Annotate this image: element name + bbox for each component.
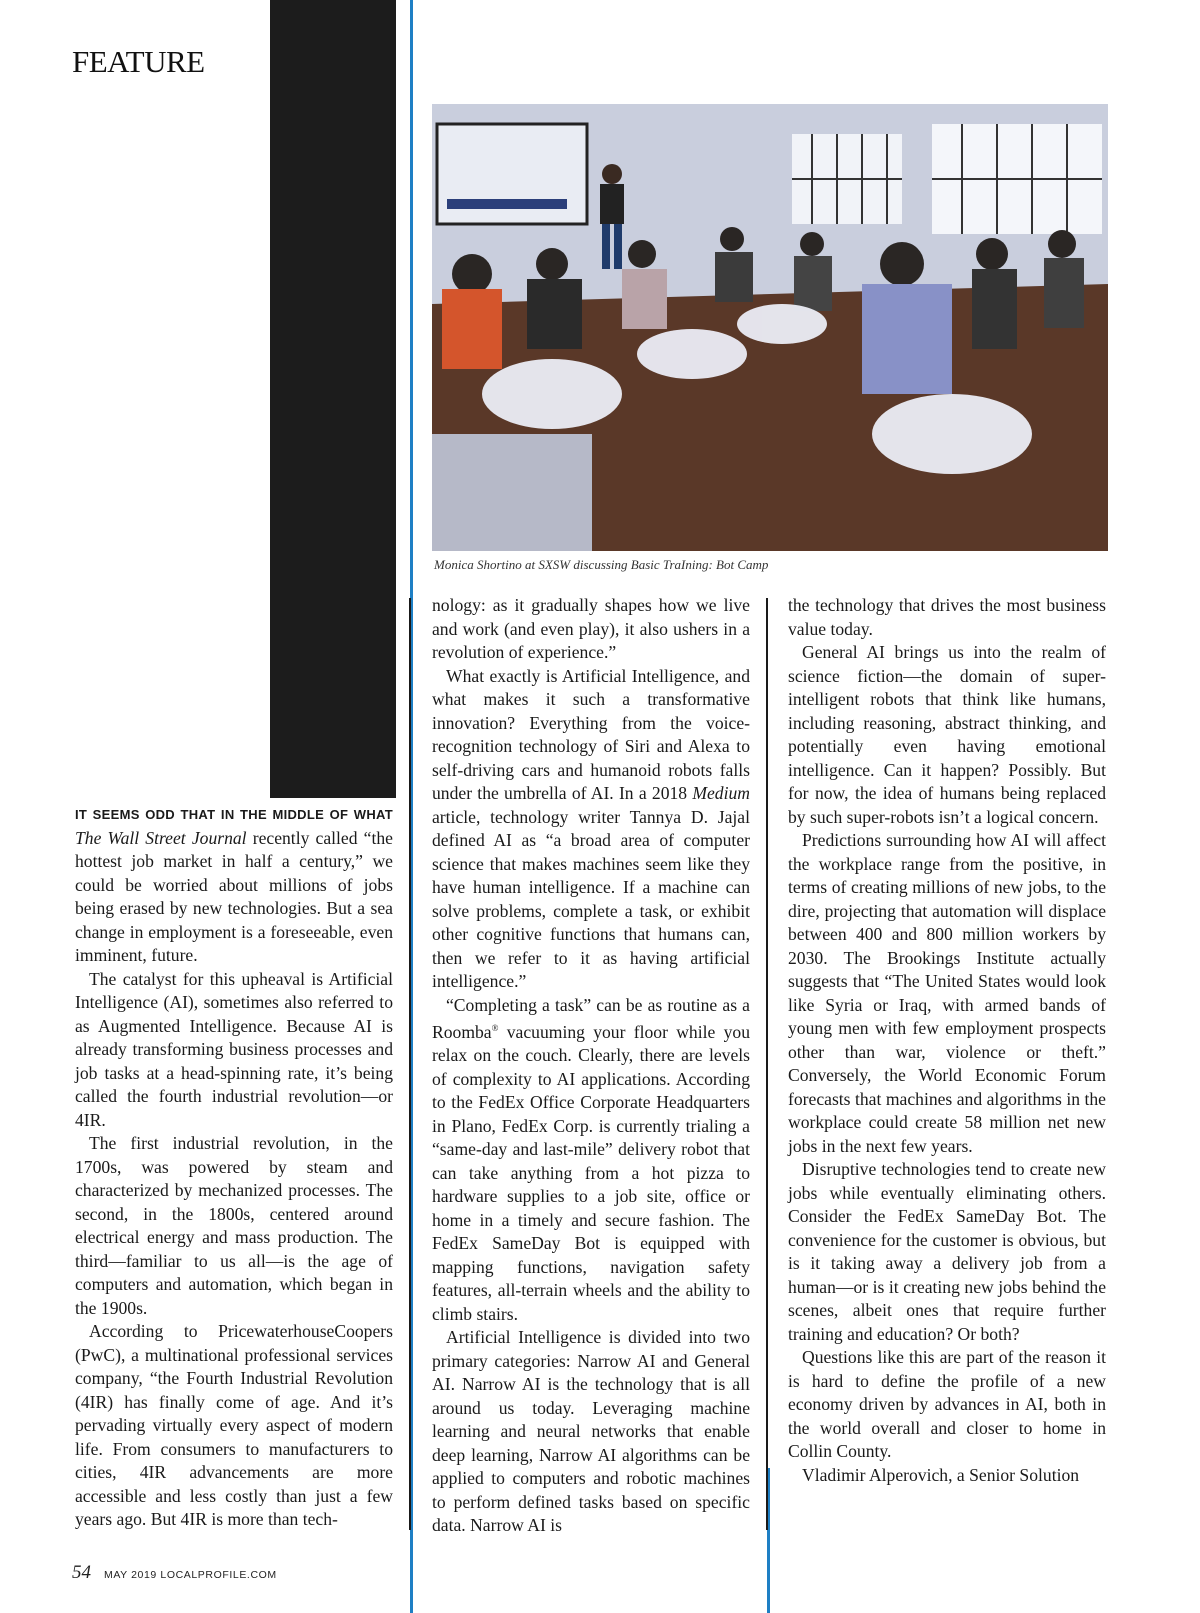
article-paragraph [432,665,750,994]
section-label: FEATURE [72,44,205,79]
article-paragraph [75,802,393,968]
article-column-3 [788,594,1106,1487]
publication-title: The Wall Street Journal [75,827,247,848]
article-paragraph: Artificial Intelligence is divided into two primary categories: Narrow AI and General AI. Narrow AI is the technology that is all around us today. Leveraging machine learning and neural networks that enable deep learning, Narrow AI algorithms can be applied to computers and robotic machines to perform defined tasks based on specific data. Narrow AI is [432,1327,750,1536]
registered-mark: ® [491,1023,499,1033]
article-paragraph: Vladimir Alperovich, a Senior Solution [802,1464,1080,1485]
footer-meta: MAY 2019 LOCALPROFILE.COM [104,1569,277,1581]
article-paragraph: According to PricewaterhouseCoopers (PwC), a multinational professional services company, “the Fourth Industrial Revolution (4IR) has finally come of age. And it’s pervading virtually every aspect of modern life. From consumers to manufacturers to cities, 4IR advancements are more accessible and less costly than just a few years ago. But 4IR is more than tech- [75,1321,393,1529]
article-column-1 [75,802,393,1532]
page-number: 54 [72,1562,91,1583]
article-paragraph: Disruptive technologies tend to create new jobs while eventually eliminating others. Consider the FedEx SameDay Bot. The convenience for the customer is obvious, but is it taking away a delivery job from a human—or is it creating new jobs behind the scenes, albeit ones that require further training and education? Or both? [788,1159,1106,1344]
article-paragraph [432,994,750,1327]
paragraph-text: article, technology writer Tannya D. Jajal defined AI as “a broad area of computer science that makes machines seem like they have human intelligence. If a machine can solve problems, complete a task, or exhibit other cognitive functions that humans can, then we refer to it as having artificial intelligence.” [432,806,750,991]
article-paragraph: The catalyst for this upheaval is Artificial Intelligence (AI), sometimes also referred to as Augmented Intelligence. Because AI is already transforming business processes and job tasks at a head-spinning rate, it’s being called the fourth industrial revolution—or 4IR. [75,968,393,1130]
paragraph-text: What exactly is Artificial Intelligence, and what makes it such a transformative innovation? Everything from the voice-recognition technology of Siri and Alexa to self-driving cars and humanoid robots falls under the umbrella of AI. In a 2018 [432,665,750,803]
article-paragraph: Questions like this are part of the reason it is hard to define the profile of a new economy driven by advances in AI, both in the world overall and closer to home in Collin County. [788,1347,1106,1461]
article-paragraph: General AI brings us into the realm of science fiction—the domain of super-intelligent robots that think like humans, including reasoning, abstract thinking, and potentially even having emotional intelligence. Can it happen? Possibly. But for now, the idea of humans being replaced by such super-robots isn’t a logical concern. [788,642,1106,827]
column-rule-1 [409,598,411,1530]
decorative-black-bar [270,0,396,798]
paragraph-text: “Completing a task” can be as routine as a Roomba [432,994,750,1042]
photo-caption: Monica Shortino at SXSW discussing Basic TraIning: Bot Camp [434,557,769,572]
paragraph-text: recently called “the hottest job market in half a century,” we could be worried about millions of jobs being erased by new technologies. But a sea change in employment is a foreseeable, even imminent, future. [75,827,393,965]
publication-title: Medium [692,783,750,803]
article-column-2 [432,594,750,1538]
article-paragraph: The first industrial revolution, in the 1700s, was powered by steam and characterized by mechanized processes. The second, in the 1800s, centered around electrical energy and mass production. The third—familiar to us all—is the age of computers and automation, which began in the 1900s. [75,1133,393,1318]
paragraph-text: vacuuming your floor while you relax on the couch. Clearly, there are levels of complexity to AI applications. According to the FedEx Office Corporate Headquarters in Plano, FedEx Corp. is currently trialing a “same-day and last-mile” delivery robot that can take anything from a hot pizza to hardware supplies to a job site, office or home in a timely and secure fashion. The FedEx SameDay Bot is equipped with mapping functions, navigation safety features, all-terrain wheels and the ability to climb stairs. [432,1021,750,1324]
article-paragraph: the technology that drives the most business value today. [788,595,1106,639]
feature-photo [432,104,1108,551]
lead-in: IT SEEMS ODD THAT IN THE MIDDLE OF WHAT [75,807,393,822]
article-paragraph: nology: as it gradually shapes how we live and work (and even play), it also ushers in a revolution of experience.” [432,595,750,662]
article-paragraph: Predictions surrounding how AI will affect the workplace range from the positive, in terms of creating millions of new jobs, to the dire, projecting that automation will displace between 400 and 800 million workers by 2030. The Brookings Institute actually suggests that “The United States would look like Syria or Iraq, with armed bands of young men with few employment prospects other than war, violence or theft.” Conversely, the World Economic Forum forecasts that machines and algorithms in the workplace could create 58 million net new jobs in the next few years. [788,830,1106,1156]
column-rule-2 [766,598,768,1530]
